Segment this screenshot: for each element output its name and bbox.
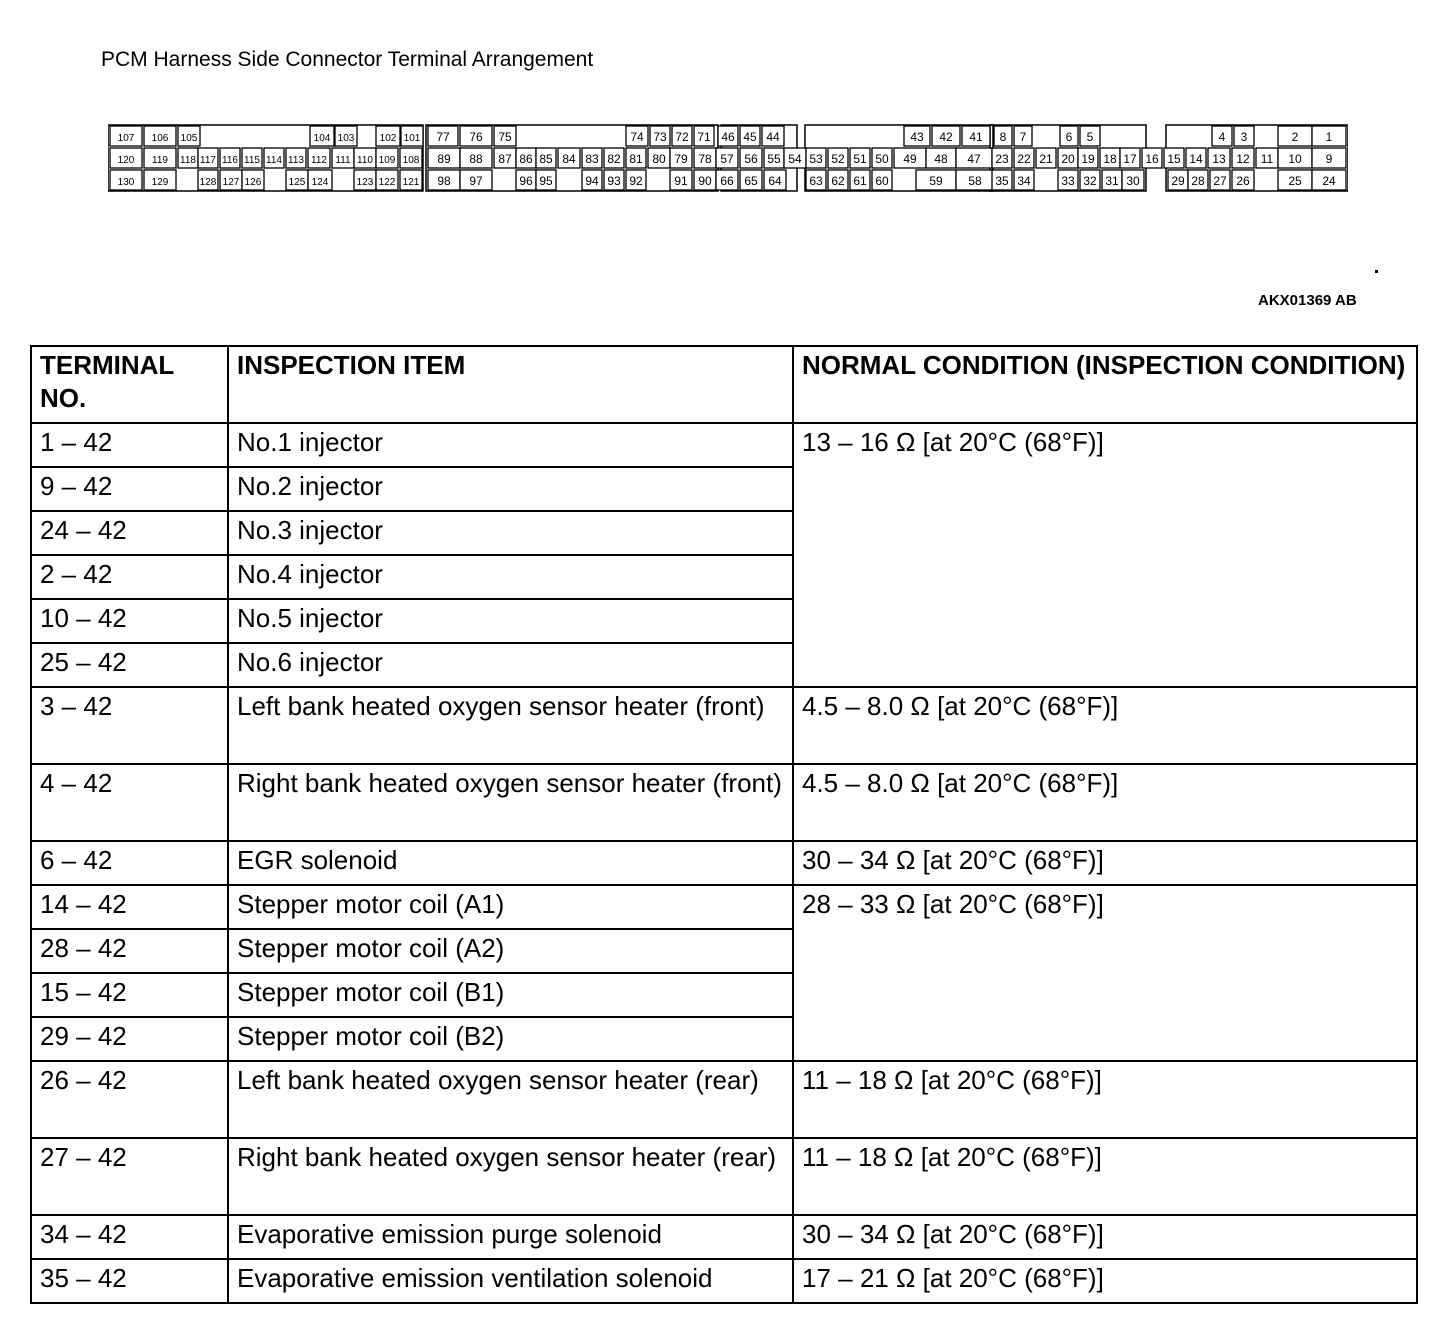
terminal-pin-label: 41 bbox=[969, 130, 983, 144]
condition-cell: 28 – 33 Ω [at 20°C (68°F)] bbox=[793, 885, 1417, 1061]
terminal-pin-label: 64 bbox=[768, 174, 782, 188]
terminal-cell: 10 – 42 bbox=[31, 599, 228, 643]
terminal-pin-label: 27 bbox=[1213, 174, 1227, 188]
terminal-pin-label: 16 bbox=[1145, 152, 1159, 166]
terminal-pin-label: 82 bbox=[607, 152, 621, 166]
terminal-pin-label: 24 bbox=[1322, 174, 1336, 188]
terminal-pin-label: 125 bbox=[288, 177, 306, 188]
terminal-cell: 2 – 42 bbox=[31, 555, 228, 599]
item-cell: Left bank heated oxygen sensor heater (front) bbox=[228, 687, 793, 764]
terminal-pin-label: 22 bbox=[1017, 152, 1031, 166]
condition-cell: 11 – 18 Ω [at 20°C (68°F)] bbox=[793, 1138, 1417, 1215]
terminal-pin-label: 95 bbox=[539, 174, 553, 188]
item-cell: Evaporative emission purge solenoid bbox=[228, 1215, 793, 1259]
terminal-pin-label: 53 bbox=[809, 152, 823, 166]
terminal-pin-label: 29 bbox=[1171, 174, 1185, 188]
terminal-pin-label: 5 bbox=[1086, 130, 1094, 144]
terminal-pin-label: 75 bbox=[498, 130, 512, 144]
terminal-pin-label: 113 bbox=[288, 155, 304, 166]
terminal-pin-label: 116 bbox=[222, 155, 238, 166]
condition-cell: 30 – 34 Ω [at 20°C (68°F)] bbox=[793, 1215, 1417, 1259]
terminal-pin-label: 112 bbox=[311, 155, 327, 166]
terminal-pin-label: 2 bbox=[1291, 130, 1299, 144]
terminal-pin-label: 96 bbox=[519, 174, 533, 188]
terminal-pin-label: 11 bbox=[1260, 152, 1274, 166]
terminal-pin-label: 94 bbox=[585, 174, 599, 188]
terminal-pin-label: 18 bbox=[1103, 152, 1117, 166]
table-row bbox=[31, 1259, 1417, 1303]
header-terminal: TERMINAL NO. bbox=[31, 346, 228, 423]
terminal-pin-label: 62 bbox=[831, 174, 845, 188]
terminal-pin-label: 65 bbox=[744, 174, 758, 188]
terminal-pin-label: 123 bbox=[356, 177, 374, 188]
terminal-pin-label: 9 bbox=[1325, 152, 1333, 166]
item-cell: No.4 injector bbox=[228, 555, 793, 599]
terminal-cell: 28 – 42 bbox=[31, 929, 228, 973]
terminal-pin-label: 13 bbox=[1212, 152, 1226, 166]
item-cell: Evaporative emission ventilation solenoid bbox=[228, 1259, 793, 1303]
terminal-pin-label: 7 bbox=[1019, 130, 1027, 144]
terminal-pin-label: 42 bbox=[939, 130, 953, 144]
table-row bbox=[31, 1215, 1417, 1259]
terminal-pin-label: 46 bbox=[721, 130, 735, 144]
terminal-cell: 9 – 42 bbox=[31, 467, 228, 511]
terminal-pin-label: 78 bbox=[698, 152, 712, 166]
terminal-cell: 27 – 42 bbox=[31, 1138, 228, 1215]
terminal-pin-label: 118 bbox=[180, 155, 196, 166]
terminal-cell: 25 – 42 bbox=[31, 643, 228, 687]
terminal-pin-label: 48 bbox=[934, 152, 948, 166]
item-cell: No.1 injector bbox=[228, 423, 793, 467]
item-cell: No.6 injector bbox=[228, 643, 793, 687]
item-cell: No.3 injector bbox=[228, 511, 793, 555]
table-header-row bbox=[31, 346, 1417, 423]
terminal-pin-label: 127 bbox=[222, 177, 240, 188]
terminal-pin-label: 120 bbox=[117, 155, 135, 166]
terminal-pin-label: 49 bbox=[903, 152, 917, 166]
terminal-pin-label: 108 bbox=[402, 155, 420, 166]
terminal-cell: 1 – 42 bbox=[31, 423, 228, 467]
terminal-pin-label: 19 bbox=[1081, 152, 1095, 166]
terminal-cell: 29 – 42 bbox=[31, 1017, 228, 1061]
terminal-pin-label: 17 bbox=[1123, 152, 1137, 166]
terminal-pin-label: 111 bbox=[335, 155, 351, 166]
terminal-pin-label: 73 bbox=[653, 130, 667, 144]
terminal-pin-label: 101 bbox=[403, 133, 421, 144]
terminal-pin-label: 84 bbox=[562, 152, 576, 166]
item-cell: EGR solenoid bbox=[228, 841, 793, 885]
terminal-pin-label: 110 bbox=[357, 155, 373, 166]
terminal-pin-label: 34 bbox=[1017, 174, 1031, 188]
terminal-pin-label: 44 bbox=[766, 130, 780, 144]
condition-cell: 4.5 – 8.0 Ω [at 20°C (68°F)] bbox=[793, 687, 1417, 764]
terminal-pin-label: 107 bbox=[117, 133, 135, 144]
terminal-pin-label: 91 bbox=[674, 174, 688, 188]
terminal-cell: 14 – 42 bbox=[31, 885, 228, 929]
terminal-pin-label: 31 bbox=[1105, 174, 1119, 188]
terminal-pin-label: 119 bbox=[152, 155, 168, 166]
condition-cell: 11 – 18 Ω [at 20°C (68°F)] bbox=[793, 1061, 1417, 1138]
terminal-pin-label: 50 bbox=[875, 152, 889, 166]
table-row bbox=[31, 764, 1417, 841]
terminal-pin-label: 15 bbox=[1167, 152, 1181, 166]
terminal-cell: 34 – 42 bbox=[31, 1215, 228, 1259]
terminal-pin-label: 81 bbox=[629, 152, 643, 166]
terminal-pin-label: 12 bbox=[1236, 152, 1250, 166]
terminal-pin-label: 109 bbox=[378, 155, 396, 166]
terminal-pin-label: 58 bbox=[968, 174, 982, 188]
terminal-pin-label: 87 bbox=[498, 152, 512, 166]
terminal-pin-label: 85 bbox=[539, 152, 553, 166]
item-cell: Stepper motor coil (A1) bbox=[228, 885, 793, 929]
terminal-pin-label: 89 bbox=[437, 152, 451, 166]
terminal-cell: 4 – 42 bbox=[31, 764, 228, 841]
table-row bbox=[31, 885, 1417, 929]
terminal-pin-label: 54 bbox=[788, 152, 802, 166]
terminal-pin-label: 8 bbox=[999, 130, 1007, 144]
terminal-pin-label: 128 bbox=[199, 177, 217, 188]
terminal-pin-label: 55 bbox=[767, 152, 781, 166]
terminal-pin-label: 61 bbox=[853, 174, 867, 188]
item-cell: No.2 injector bbox=[228, 467, 793, 511]
terminal-pin-label: 104 bbox=[313, 133, 331, 144]
terminal-pin-label: 122 bbox=[378, 177, 396, 188]
item-cell: Stepper motor coil (B2) bbox=[228, 1017, 793, 1061]
terminal-pin-label: 51 bbox=[853, 152, 867, 166]
terminal-pin-label: 3 bbox=[1240, 130, 1248, 144]
condition-cell: 17 – 21 Ω [at 20°C (68°F)] bbox=[793, 1259, 1417, 1303]
terminal-pin-label: 129 bbox=[151, 177, 169, 188]
terminal-pin-label: 72 bbox=[675, 130, 689, 144]
terminal-cell: 15 – 42 bbox=[31, 973, 228, 1017]
terminal-pin-label: 126 bbox=[244, 177, 262, 188]
terminal-pin-label: 30 bbox=[1126, 174, 1140, 188]
terminal-cell: 24 – 42 bbox=[31, 511, 228, 555]
terminal-pin-label: 115 bbox=[244, 155, 260, 166]
terminal-pin-label: 63 bbox=[809, 174, 823, 188]
terminal-pin-label: 23 bbox=[995, 152, 1009, 166]
terminal-pin-label: 47 bbox=[967, 152, 981, 166]
table-row bbox=[31, 1138, 1417, 1215]
terminal-pin-label: 4 bbox=[1218, 130, 1226, 144]
header-normal-condition: NORMAL CONDITION (INSPECTION CONDITION) bbox=[793, 346, 1417, 423]
terminal-pin-label: 121 bbox=[402, 177, 420, 188]
terminal-pin-label: 88 bbox=[469, 152, 483, 166]
table-row bbox=[31, 423, 1417, 467]
terminal-pin-label: 6 bbox=[1065, 130, 1073, 144]
terminal-pin-label: 25 bbox=[1288, 174, 1302, 188]
terminal-pin-label: 10 bbox=[1288, 152, 1302, 166]
terminal-pin-label: 77 bbox=[436, 130, 450, 144]
terminal-pin-label: 79 bbox=[674, 152, 688, 166]
terminal-cell: 26 – 42 bbox=[31, 1061, 228, 1138]
table-row bbox=[31, 687, 1417, 764]
condition-cell: 13 – 16 Ω [at 20°C (68°F)] bbox=[793, 423, 1417, 687]
item-cell: Left bank heated oxygen sensor heater (rear) bbox=[228, 1061, 793, 1138]
terminal-pin-label: 20 bbox=[1061, 152, 1075, 166]
terminal-pin-label: 56 bbox=[744, 152, 758, 166]
condition-cell: 4.5 – 8.0 Ω [at 20°C (68°F)] bbox=[793, 764, 1417, 841]
terminal-cell: 6 – 42 bbox=[31, 841, 228, 885]
terminal-pin-label: 114 bbox=[266, 155, 282, 166]
terminal-pin-label: 14 bbox=[1189, 152, 1203, 166]
terminal-pin-label: 60 bbox=[875, 174, 889, 188]
terminal-pin-label: 93 bbox=[607, 174, 621, 188]
terminal-pin-label: 33 bbox=[1061, 174, 1075, 188]
terminal-pin-label: 90 bbox=[698, 174, 712, 188]
table-row bbox=[31, 1061, 1417, 1138]
terminal-pin-label: 74 bbox=[630, 130, 644, 144]
terminal-pin-label: 76 bbox=[469, 130, 483, 144]
item-cell: Right bank heated oxygen sensor heater (front) bbox=[228, 764, 793, 841]
terminal-pin-label: 21 bbox=[1039, 152, 1053, 166]
terminal-pin-label: 35 bbox=[995, 174, 1009, 188]
item-cell: Stepper motor coil (B1) bbox=[228, 973, 793, 1017]
terminal-pin-label: 45 bbox=[743, 130, 757, 144]
terminal-pin-label: 83 bbox=[585, 152, 599, 166]
terminal-pin-label: 102 bbox=[379, 133, 397, 144]
page-title: PCM Harness Side Connector Terminal Arrangement bbox=[101, 48, 594, 71]
terminal-pin-label: 43 bbox=[910, 130, 924, 144]
terminal-pin-label: 86 bbox=[519, 152, 533, 166]
terminal-pin-label: 71 bbox=[697, 130, 711, 144]
item-cell: Stepper motor coil (A2) bbox=[228, 929, 793, 973]
terminal-pin-label: 52 bbox=[831, 152, 845, 166]
inspection-table bbox=[30, 345, 1418, 1304]
terminal-pin-label: 28 bbox=[1191, 174, 1205, 188]
terminal-cell: 35 – 42 bbox=[31, 1259, 228, 1303]
terminal-pin-label: 66 bbox=[720, 174, 734, 188]
stray-mark bbox=[1375, 270, 1378, 273]
terminal-pin-label: 32 bbox=[1083, 174, 1097, 188]
terminal-pin-label: 1 bbox=[1325, 130, 1333, 144]
terminal-pin-label: 80 bbox=[652, 152, 666, 166]
terminal-pin-label: 59 bbox=[929, 174, 943, 188]
item-cell: Right bank heated oxygen sensor heater (rear) bbox=[228, 1138, 793, 1215]
terminal-pin-label: 57 bbox=[720, 152, 734, 166]
terminal-pin-label: 92 bbox=[629, 174, 643, 188]
terminal-pin-label: 98 bbox=[437, 174, 451, 188]
terminal-pin-label: 106 bbox=[151, 133, 169, 144]
terminal-pin-label: 26 bbox=[1236, 174, 1250, 188]
terminal-pin-label: 117 bbox=[200, 155, 216, 166]
terminal-pin-label: 105 bbox=[180, 133, 198, 144]
item-cell: No.5 injector bbox=[228, 599, 793, 643]
header-inspection-item: INSPECTION ITEM bbox=[228, 346, 793, 423]
terminal-pin-label: 124 bbox=[311, 177, 329, 188]
connector-diagram bbox=[108, 124, 1348, 192]
terminal-pin-label: 97 bbox=[469, 174, 483, 188]
terminal-cell: 3 – 42 bbox=[31, 687, 228, 764]
figure-id: AKX01369 AB bbox=[1258, 292, 1357, 309]
table-row bbox=[31, 841, 1417, 885]
condition-cell: 30 – 34 Ω [at 20°C (68°F)] bbox=[793, 841, 1417, 885]
terminal-pin-label: 130 bbox=[117, 177, 135, 188]
terminal-pin-label: 103 bbox=[337, 133, 355, 144]
